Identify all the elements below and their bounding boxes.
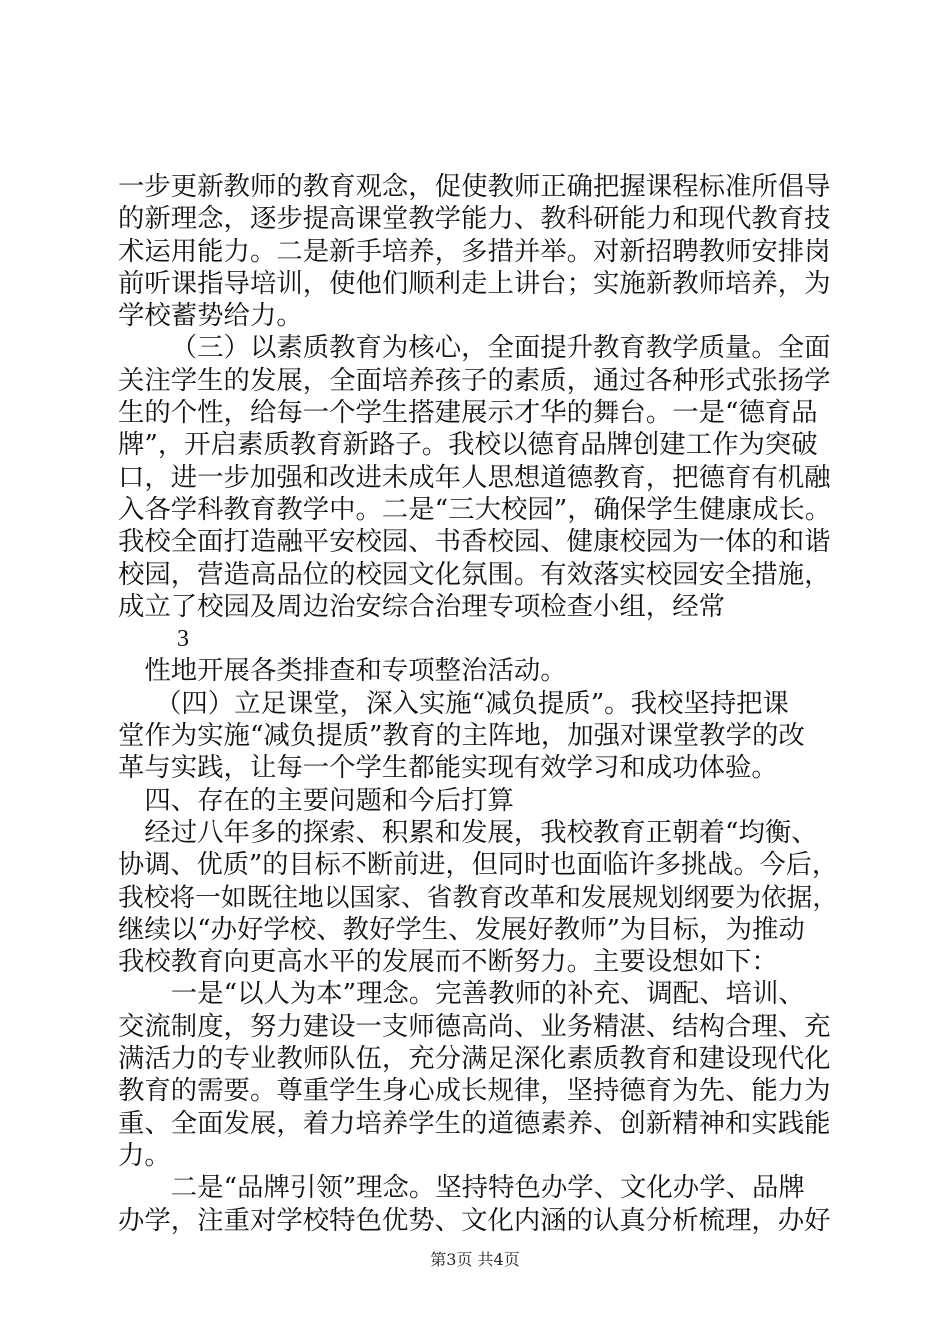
document-body	[118, 171, 838, 1237]
text-line: 办学，注重对学校特色优势、文化内涵的认真分析梳理，办好	[118, 1204, 831, 1236]
text-line: 我校全面打造融平安校园、书香校园、健康校园为一体的和谐	[118, 526, 831, 558]
text-line: 我校将一如既往地以国家、省教育改革和发展规划纲要为依据，	[118, 882, 839, 913]
text-line: 教育的需要。尊重学生身心成长规律，坚持德育为先、能力为	[118, 1075, 831, 1107]
text-line: 力。	[118, 1139, 171, 1171]
text-line: 入各学科教育教学中。二是“三大校园”，确保学生健康成长。	[118, 493, 832, 525]
text-line: 学校蓄势给力。	[118, 300, 303, 332]
text-line: （四）立足课堂，深入实施“减负提质”。我校坚持把课	[154, 687, 789, 719]
inline-page-number: 3	[177, 626, 189, 653]
text-line: 四、存在的主要问题和今后打算	[144, 784, 514, 816]
text-line: 校园，营造高品位的校园文化氛围。有效落实校园安全措施，	[118, 558, 831, 590]
text-line: （三）以素质教育为核心，全面提升教育教学质量。全面	[170, 332, 831, 364]
text-line: 牌”，开启素质教育新路子。我校以德育品牌创建工作为突破	[118, 429, 818, 461]
text-line: 性地开展各类排查和专项整治活动。	[144, 655, 567, 687]
text-line: 满活力的专业教师队伍，充分满足深化素质教育和建设现代化	[118, 1043, 831, 1075]
text-line: 口，进一步加强和改进未成年人思想道德教育，把德育有机融	[118, 461, 831, 493]
text-line: 堂作为实施“减负提质”教育的主阵地，加强对课堂教学的改	[118, 720, 805, 752]
text-line: 经过八年多的探索、积累和发展，我校教育正朝着“均衡、	[144, 816, 818, 848]
text-line: 交流制度，努力建设一支师德高尚、业务精湛、结构合理、充	[118, 1010, 831, 1042]
text-line: 重、全面发展，着力培养学生的道德素养、创新精神和实践能	[118, 1107, 831, 1139]
text-line: 成立了校园及周边治安综合治理专项检查小组，经常	[118, 590, 725, 622]
text-line: 关注学生的发展，全面培养孩子的素质，通过各种形式张扬学	[118, 364, 831, 396]
text-line: 革与实践，让每一个学生都能实现有效学习和成功体验。	[118, 752, 778, 784]
text-line: 的新理念，逐步提高课堂教学能力、教科研能力和现代教育技	[118, 203, 831, 235]
text-line: 二是“品牌引领”理念。坚持特色办学、文化办学、品牌	[170, 1172, 805, 1204]
text-line: 一是“以人为本”理念。完善教师的补充、调配、培训、	[170, 978, 805, 1010]
text-line: 我校教育向更高水平的发展而不断努力。主要设想如下：	[118, 946, 778, 978]
text-line: 协调、优质”的目标不断前进，但同时也面临许多挑战。今后，	[118, 850, 839, 881]
text-line: 前听课指导培训，使他们顺利走上讲台；实施新教师培养，为	[118, 267, 831, 299]
text-line: 生的个性，给每一个学生搭建展示才华的舞台。一是“德育品	[118, 397, 818, 429]
text-line: 继续以“办好学校、教好学生、发展好教师”为目标，为推动	[118, 913, 805, 945]
text-line: 一步更新教师的教育观念，促使教师正确把握课程标准所倡导	[118, 171, 831, 202]
page-footer: 第3页 共4页	[430, 1250, 520, 1269]
text-line: 术运用能力。二是新手培养，多措并举。对新招聘教师安排岗	[118, 235, 831, 267]
